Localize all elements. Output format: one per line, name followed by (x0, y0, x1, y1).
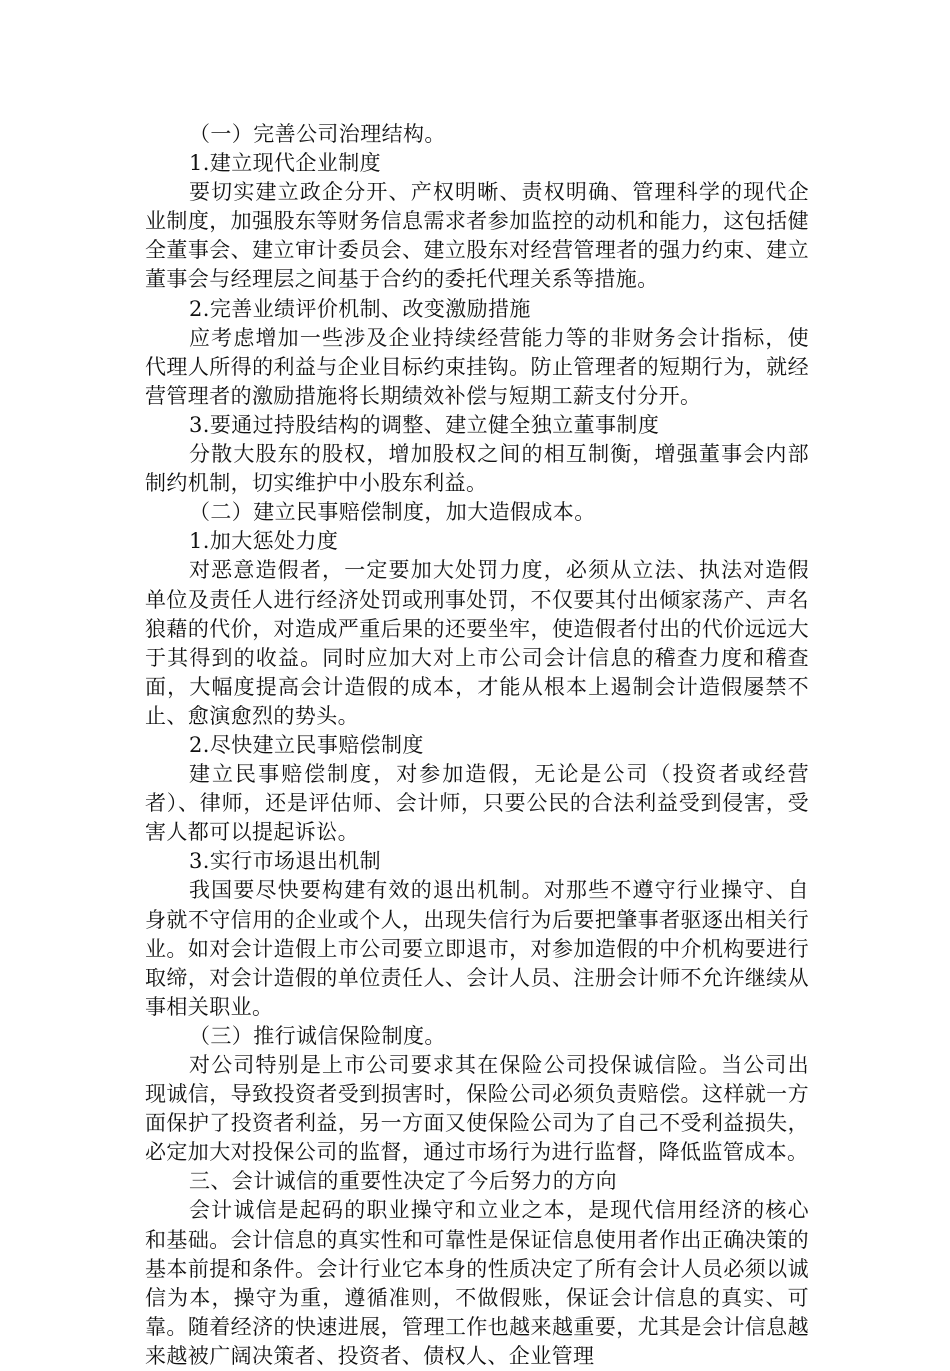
body-paragraph: 会计诚信是起码的职业操守和立业之本，是现代信用经济的核心和基础。会计信息的真实性和可靠性是保证信息使用者作出正确决策的基本前提和条件。会计行业它本身的性质决定了所有会计人员必须以诚信为本，操守为重，遵循准则，不做假账，保证会计信息的真实、可靠。随着经济的快速进展，管理工作也越来越重要，尤其是会计信息越来越被广阔决策者、投资者、债权人、企业管理 (145, 1198, 809, 1368)
section-heading: （三）推行诚信保险制度。 (189, 1023, 446, 1048)
subsection-heading: 2.完善业绩评价机制、改变激励措施 (189, 296, 531, 321)
body-paragraph: 建立民事赔偿制度，对参加造假，无论是公司（投资者或经营者）、律师，还是评估师、会计师，只要公民的合法利益受到侵害，受害人都可以提起诉讼。 (145, 762, 809, 845)
body-paragraph: 对公司特别是上市公司要求其在保险公司投保诚信险。当公司出现诚信，导致投资者受到损害时，保险公司必须负责赔偿。这样就一方面保护了投资者利益，另一方面又使保险公司为了自己不受利益损失，必定加大对投保公司的监督，通过市场行为进行监督，降低监管成本。 (145, 1053, 809, 1165)
section-heading: （一）完善公司治理结构。 (189, 122, 446, 146)
document-page (145, 120, 809, 1371)
body-paragraph: 分散大股东的股权，增加股权之间的相互制衡，增强董事会内部制约机制，切实维护中小股东利益。 (145, 442, 809, 496)
section-heading: （二）建立民事赔偿制度，加大造假成本。 (189, 500, 596, 525)
subsection-heading: 1.建立现代企业制度 (189, 151, 382, 176)
body-paragraph: 要切实建立政企分开、产权明晰、责权明确、管理科学的现代企业制度，加强股东等财务信息需求者参加监控的动机和能力，这包括健全董事会、建立审计委员会、建立股东对经营管理者的强力约束、建立董事会与经理层之间基于合约的委托代理关系等措施。 (145, 180, 809, 292)
subsection-heading: 3.实行市场退出机制 (189, 849, 382, 874)
body-paragraph: 应考虑增加一些涉及企业持续经营能力等的非财务会计指标，使代理人所得的利益与企业目标约束挂钩。防止管理者的短期行为，就经营管理者的激励措施将长期绩效补偿与短期工薪支付分开。 (145, 325, 809, 408)
chapter-heading: 三、会计诚信的重要性决定了今后努力的方向 (189, 1169, 617, 1194)
body-paragraph: 我国要尽快要构建有效的退出机制。对那些不遵守行业操守、自身就不守信用的企业或个人，出现失信行为后要把肇事者驱逐出相关行业。如对会计造假上市公司要立即退市，对参加造假的中介机构要进行取缔，对会计造假的单位责任人、会计人员、注册会计师不允许继续从事相关职业。 (145, 878, 809, 1019)
subsection-heading: 2.尽快建立民事赔偿制度 (189, 732, 424, 757)
subsection-heading: 1.加大惩处力度 (189, 529, 339, 554)
subsection-heading: 3.要通过持股结构的调整、建立健全独立董事制度 (189, 412, 660, 437)
body-paragraph: 对恶意造假者，一定要加大处罚力度，必须从立法、执法对造假单位及责任人进行经济处罚或刑事处罚，不仅要其付出倾家荡产、声名狼藉的代价，对造成严重后果的还要坐牢，使造假者付出的代价远远大于其得到的收益。同时应加大对上市公司会计信息的稽查力度和稽查面，大幅度提高会计造假的成本，才能从根本上遏制会计造假屡禁不止、愈演愈烈的势头。 (145, 558, 809, 728)
